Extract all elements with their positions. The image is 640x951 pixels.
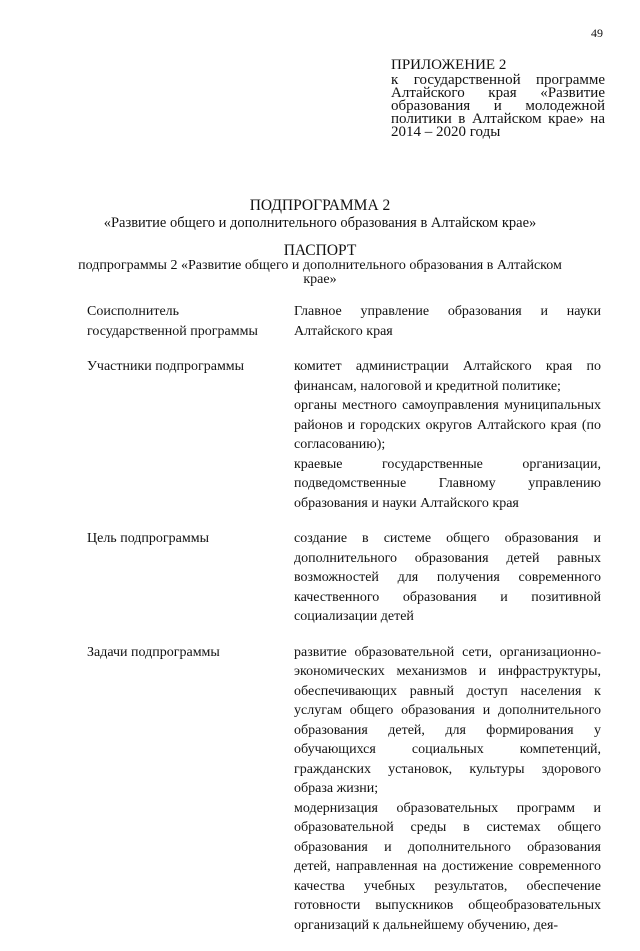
passport-row bbox=[87, 302, 601, 341]
row-value bbox=[294, 302, 601, 341]
page-number: 49 bbox=[591, 26, 603, 40]
row-paragraph: создание в системе общего образования и дополнительного образования детей равных возможностей для получения современного качественного образования и позитивной социализации детей bbox=[294, 531, 601, 624]
row-label: Участники подпрограммы bbox=[87, 359, 245, 374]
row-label: Цель подпрограммы bbox=[87, 531, 209, 546]
row-label: Соисполнитель государственной программы bbox=[87, 304, 258, 339]
row-value bbox=[294, 357, 601, 513]
row-paragraph: краевые государственные организации, подведомственные Главному управлению образования и науки Алтайского края bbox=[294, 456, 601, 511]
subprogram-name: «Развитие общего и дополнительного образования в Алтайском крае» bbox=[103, 215, 537, 231]
row-value bbox=[294, 643, 601, 936]
row-paragraph: комитет администрации Алтайского края по финансам, налоговой и кредитной политике; bbox=[294, 359, 601, 394]
row-label: Задачи подпрограммы bbox=[87, 644, 220, 660]
passport-row bbox=[87, 357, 601, 513]
row-paragraph: модернизация образовательных программ и образовательной среды в системах общего образования и дополнительного образования детей, направленная на достижение современного качества учебных результатов, обеспечение готовности выпускников общеобразовательных организаций к дальнейшему обучению, дея- bbox=[294, 800, 601, 933]
passport-row bbox=[87, 529, 601, 627]
passport-row bbox=[87, 643, 601, 936]
row-value bbox=[294, 529, 601, 627]
appendix-block bbox=[391, 58, 605, 139]
row-paragraph: развитие образовательной сети, организационно-экономических механизмов и инфраструктуры, обеспечивающих равный доступ населения к услугам общего образования и дополнительного образования детей, для формирования у обучающихся социальных компетенций, гражданских установок, культуры здорового образа жизни; bbox=[294, 644, 601, 796]
row-paragraph: Главное управление образования и науки Алтайского края bbox=[294, 304, 601, 339]
appendix-text: к государственной программе Алтайского края «Развитие образования и молодежной политики в Алтайском крае» на 2014 – 2020 годы bbox=[391, 72, 605, 140]
appendix-title: ПРИЛОЖЕНИЕ 2 bbox=[391, 57, 507, 73]
passport-table bbox=[87, 302, 601, 951]
passport-title: ПАСПОРТ bbox=[283, 242, 357, 259]
passport-subtitle: подпрограммы 2 «Развитие общего и дополнительного образования в Алтайском крае» bbox=[78, 258, 562, 287]
subprogram-title: ПОДПРОГРАММА 2 bbox=[249, 197, 391, 214]
row-paragraph: органы местного самоуправления муниципальных районов и городских округов Алтайского края (по согласованию); bbox=[294, 398, 601, 452]
